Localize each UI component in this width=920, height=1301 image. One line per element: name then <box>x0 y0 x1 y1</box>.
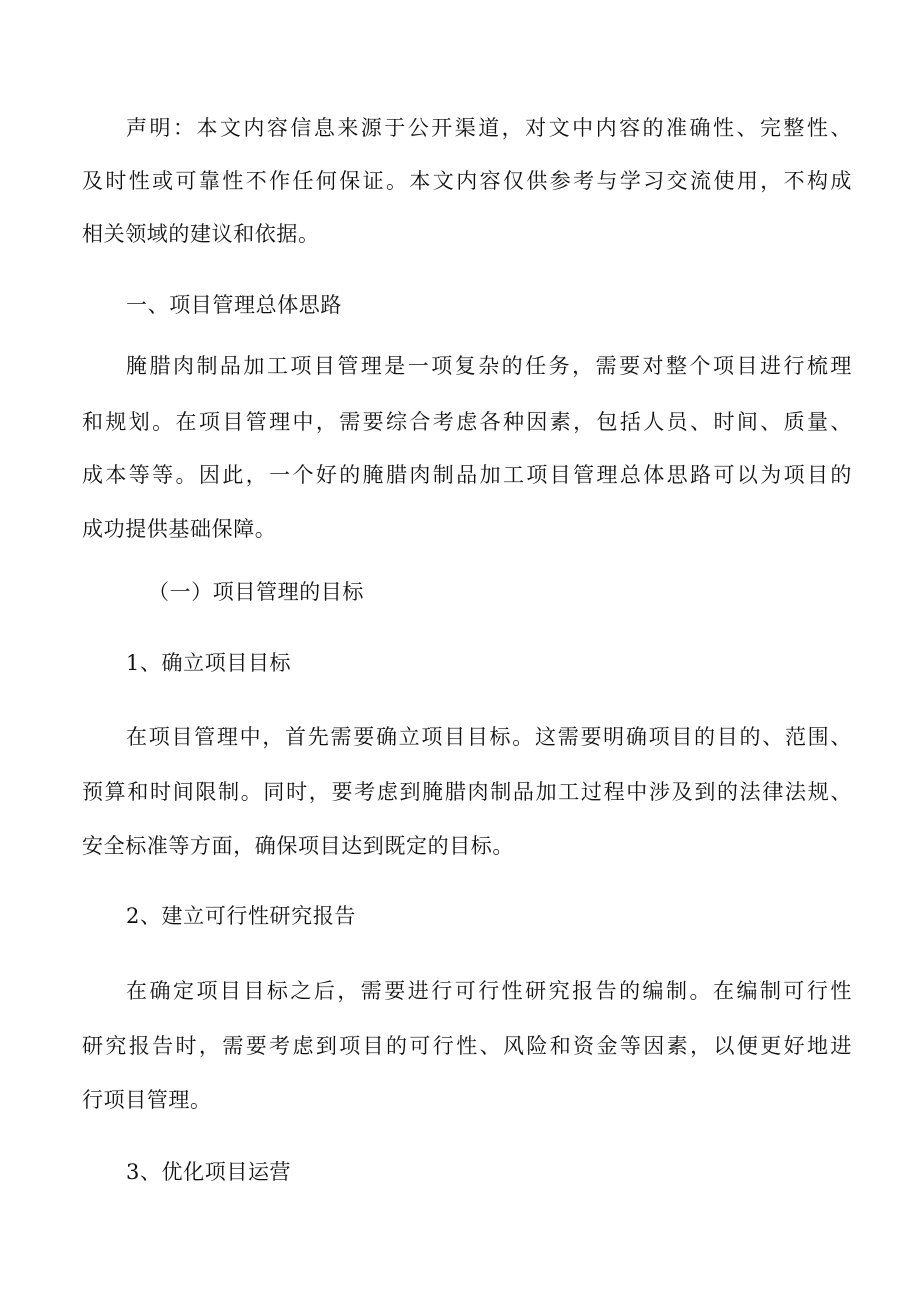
section-paragraph-line-1: 腌腊肉制品加工项目管理是一项复杂的任务，需要对整个项目进行梳理 <box>126 354 852 378</box>
item-2-paragraph-line-3: 行项目管理。 <box>82 1088 212 1112</box>
item-2-paragraph-line-1: 在确定项目目标之后，需要进行可行性研究报告的编制。在编制可行性 <box>126 979 852 1003</box>
item-1-paragraph-line-2: 预算和时间限制。同时，要考虑到腌腊肉制品加工过程中涉及到的法律法规、 <box>82 780 852 804</box>
subsection-heading: （一）项目管理的目标 <box>148 580 364 604</box>
item-1-paragraph-line-1: 在项目管理中，首先需要确立项目目标。这需要明确项目的目的、范围、 <box>126 725 852 749</box>
disclaimer-line-2: 及时性或可靠性不作任何保证。本文内容仅供参考与学习交流使用，不构成 <box>82 169 852 193</box>
section-paragraph-line-4: 成功提供基础保障。 <box>82 517 277 541</box>
item-heading-2: 2、建立可行性研究报告 <box>126 904 356 928</box>
item-heading-1: 1、确立项目目标 <box>126 651 292 675</box>
section-paragraph-line-3: 成本等等。因此，一个好的腌腊肉制品加工项目管理总体思路可以为项目的 <box>82 463 852 487</box>
section-paragraph-line-2: 和规划。在项目管理中，需要综合考虑各种因素，包括人员、时间、质量、 <box>82 410 852 434</box>
disclaimer-line-3: 相关领域的建议和依据。 <box>82 222 320 246</box>
item-heading-3: 3、优化项目运营 <box>126 1160 292 1184</box>
item-1-paragraph-line-3: 安全标准等方面，确保项目达到既定的目标。 <box>82 834 514 858</box>
section-heading: 一、项目管理总体思路 <box>126 293 342 317</box>
item-2-paragraph-line-2: 研究报告时，需要考虑到项目的可行性、风险和资金等因素，以便更好地进 <box>82 1034 852 1058</box>
disclaimer-line-1: 声明：本文内容信息来源于公开渠道，对文中内容的准确性、完整性、 <box>126 116 852 140</box>
